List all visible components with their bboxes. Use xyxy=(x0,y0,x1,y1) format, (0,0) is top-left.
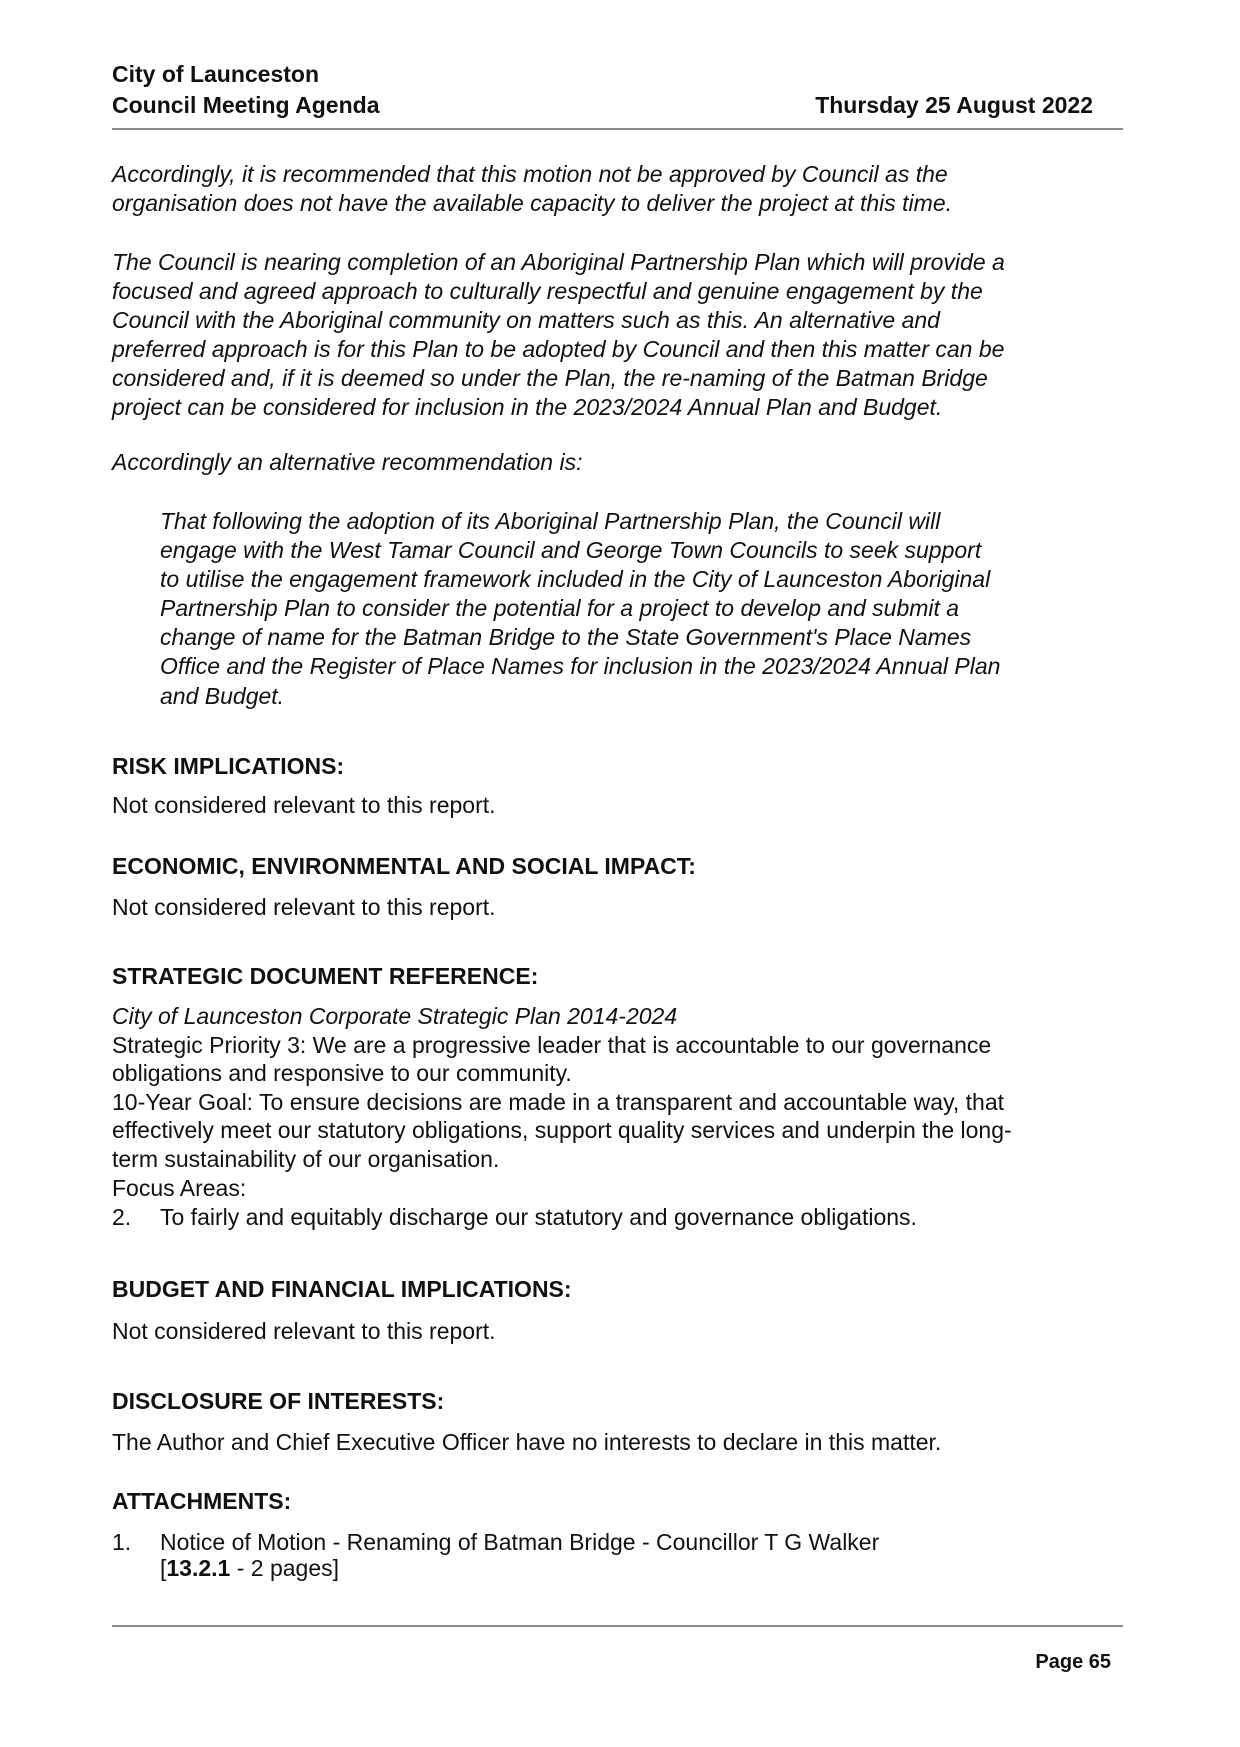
text-line: Accordingly, it is recommended that this motion not be approved by Council as the xyxy=(112,161,948,187)
budget-text: Not considered relevant to this report. xyxy=(112,1318,496,1344)
text-line: obligations and responsive to our community. xyxy=(112,1060,572,1086)
header-rule xyxy=(112,128,1123,130)
attachment-number: 1. xyxy=(112,1529,132,1555)
text-line: Council with the Aboriginal community on matters such as this. An alternative and xyxy=(112,307,940,333)
ref-open: [ xyxy=(160,1555,167,1581)
text-line: project can be considered for inclusion in the 2023/2024 Annual Plan and Budget. xyxy=(112,394,943,420)
text-line: That following the adoption of its Aboriginal Partnership Plan, the Council will xyxy=(160,508,941,534)
attachment-ref-id[interactable]: 13.2.1 xyxy=(166,1555,231,1581)
text-line: preferred approach is for this Plan to be adopted by Council and then this matter can be xyxy=(112,336,1005,362)
text-line: Office and the Register of Place Names for inclusion in the 2023/2024 Annual Plan xyxy=(160,653,1001,679)
ref-rest: - 2 pages] xyxy=(230,1555,340,1581)
attachment-title[interactable]: Notice of Motion - Renaming of Batman Bridge - Councillor T G Walker xyxy=(160,1529,880,1555)
focus-item-number: 2. xyxy=(112,1204,132,1230)
footer-rule xyxy=(112,1625,1123,1627)
strategic-plan-title: City of Launceston Corporate Strategic Plan 2014-2024 xyxy=(112,1003,678,1029)
header-doc-title: Council Meeting Agenda xyxy=(112,92,380,118)
text-line: considered and, if it is deemed so under the Plan, the re-naming of the Batman Bridge xyxy=(112,365,988,391)
text-line: Focus Areas: xyxy=(112,1175,247,1201)
text-line: Partnership Plan to consider the potential for a project to develop and submit a xyxy=(160,595,960,621)
header-org: City of Launceston xyxy=(112,61,320,87)
text-line: change of name for the Batman Bridge to the State Government's Place Names xyxy=(160,624,972,650)
heading-risk-implications: RISK IMPLICATIONS: xyxy=(112,753,345,779)
text-line: term sustainability of our organisation. xyxy=(112,1146,500,1172)
disclosure-text: The Author and Chief Executive Officer have no interests to declare in this matter. xyxy=(112,1429,942,1455)
text-line: Strategic Priority 3: We are a progressive leader that is accountable to our governance xyxy=(112,1032,992,1058)
focus-item-text: To fairly and equitably discharge our statutory and governance obligations. xyxy=(160,1204,917,1230)
risk-text: Not considered relevant to this report. xyxy=(112,792,496,818)
header-date: Thursday 25 August 2022 xyxy=(815,92,1093,118)
text-line: 10-Year Goal: To ensure decisions are made in a transparent and accountable way, that xyxy=(112,1089,1005,1115)
text-line: to utilise the engagement framework included in the City of Launceston Aboriginal xyxy=(160,566,991,592)
text-line: and Budget. xyxy=(160,683,285,709)
economic-text: Not considered relevant to this report. xyxy=(112,894,496,920)
heading-strategic-reference: STRATEGIC DOCUMENT REFERENCE: xyxy=(112,963,539,989)
text-line: The Council is nearing completion of an Aboriginal Partnership Plan which will provide a xyxy=(112,249,1005,275)
text-line: organisation does not have the available capacity to deliver the project at this time. xyxy=(112,190,952,216)
paragraph-alternative-intro: Accordingly an alternative recommendation is: xyxy=(112,449,583,475)
heading-attachments: ATTACHMENTS: xyxy=(112,1488,292,1514)
heading-budget-implications: BUDGET AND FINANCIAL IMPLICATIONS: xyxy=(112,1276,572,1302)
text-line: focused and agreed approach to culturally respectful and genuine engagement by the xyxy=(112,278,983,304)
heading-disclosure-of-interests: DISCLOSURE OF INTERESTS: xyxy=(112,1388,445,1414)
text-line: engage with the West Tamar Council and George Town Councils to seek support xyxy=(160,537,982,563)
text-line: effectively meet our statutory obligations, support quality services and underpin the long- xyxy=(112,1117,1012,1143)
page-number: Page 65 xyxy=(1035,1651,1111,1673)
heading-economic-impact: ECONOMIC, ENVIRONMENTAL AND SOCIAL IMPACT: xyxy=(112,853,696,879)
attachment-reference xyxy=(160,1557,339,1580)
